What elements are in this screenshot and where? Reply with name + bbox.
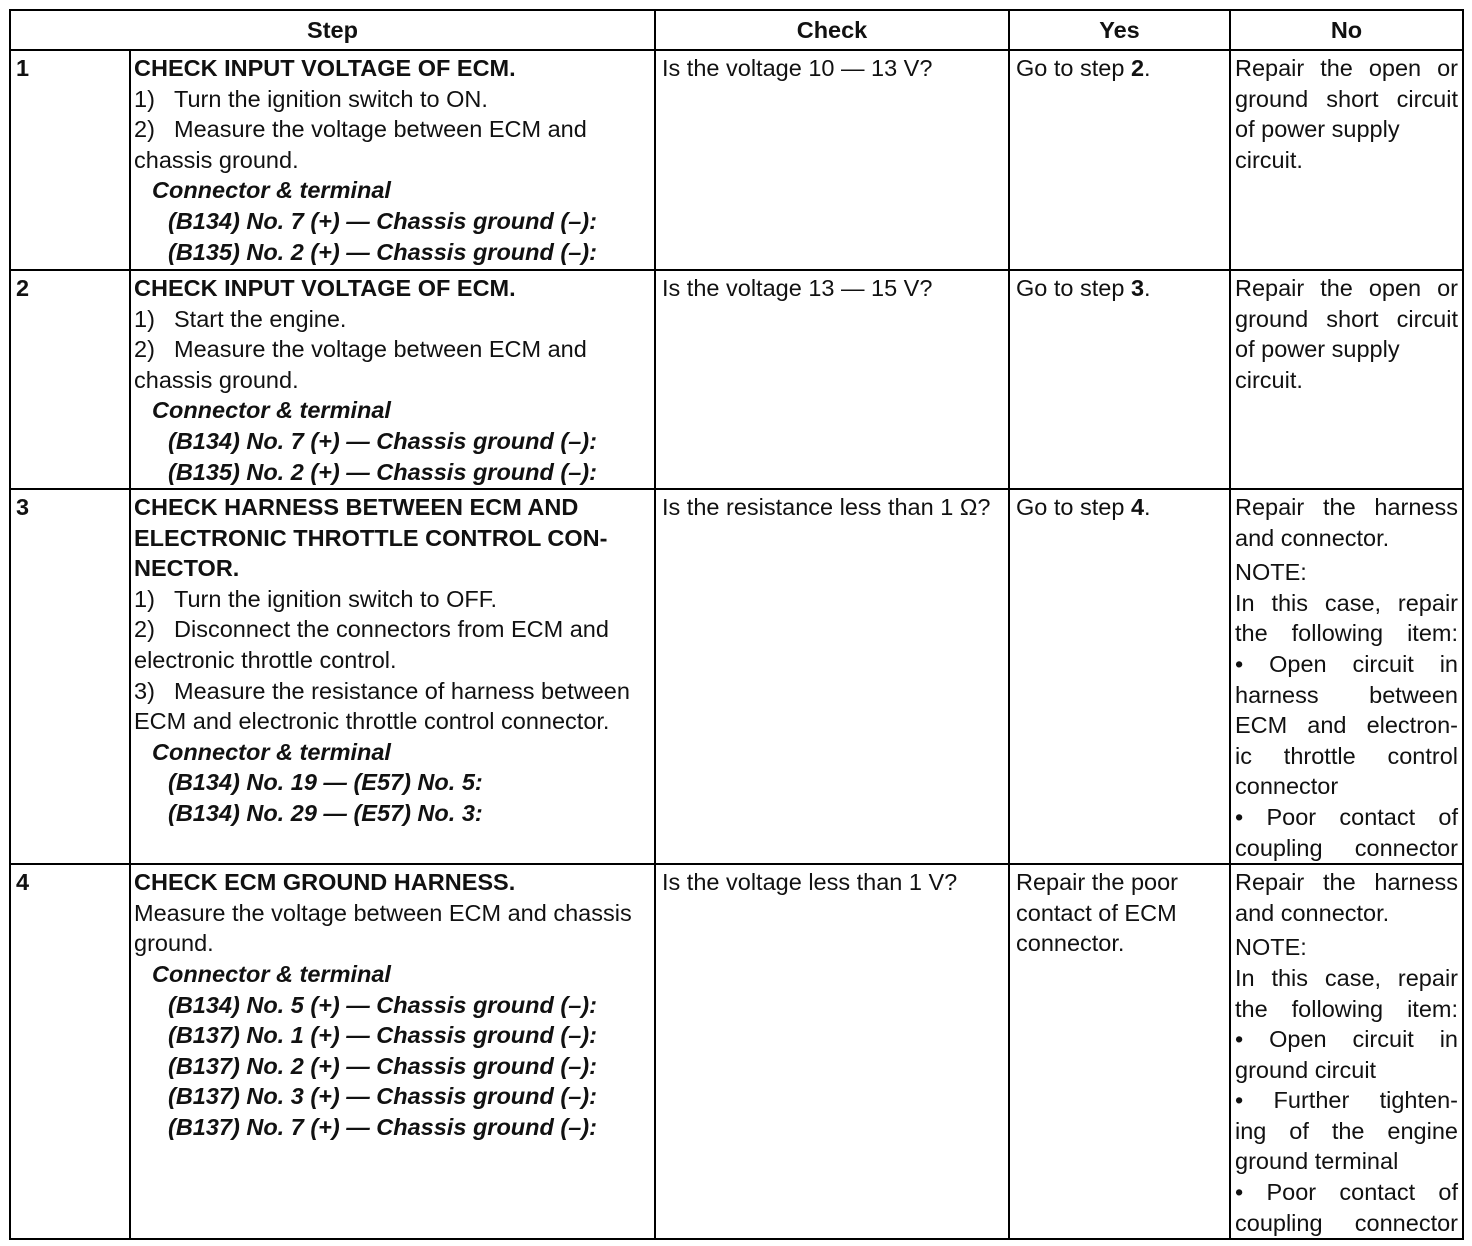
step-description [130,489,655,864]
connector-terminal: (B135) No. 2 (+) — Chassis ground (–): [168,458,597,485]
step-number: 1 [10,50,130,270]
instruction-continuation: ECM and electronic throttle control connector. [134,708,610,735]
step-number: 3 [10,489,130,864]
instruction: 1) Turn the ignition switch to ON. [134,85,488,112]
step-title: NECTOR. [134,555,240,582]
step-description [130,864,655,1239]
step-reference: 4 [1130,494,1145,520]
diagnostic-procedure-table [9,9,1464,1240]
step-title: CHECK INPUT VOLTAGE OF ECM. [134,55,516,81]
header-yes: Yes [1009,10,1230,50]
table-row [10,864,1463,1239]
no-cell: Repair the harness and connector. NOTE: In this case, repair the following item: • Open circuit in harness between ECM and electron- ic throttle control connector • Poor contact of coupling connector [1230,489,1463,864]
note-label: NOTE: [1235,934,1307,961]
connector-terminal: (B135) No. 2 (+) — Chassis ground (–): [168,238,597,265]
connector-terminal: (B134) No. 7 (+) — Chassis ground (–): [168,207,597,234]
connector-heading: Connector & terminal [152,177,391,204]
connector-terminal: (B134) No. 19 — (E57) No. 5: [168,769,483,796]
check-cell: Is the voltage 10 — 13 V? [655,50,1009,270]
connector-heading: Connector & terminal [152,397,391,424]
instruction: 2) Disconnect the connectors from ECM and [134,616,609,643]
check-cell: Is the resistance less than 1 Ω? [655,489,1009,864]
yes-cell: Go to step 2. [1009,50,1230,270]
table-row [10,489,1463,864]
connector-terminal: (B134) No. 29 — (E57) No. 3: [168,799,483,826]
step-description [130,270,655,489]
instruction: 1) Turn the ignition switch to OFF. [134,585,498,612]
connector-terminal: (B134) No. 5 (+) — Chassis ground (–): [168,991,597,1018]
instruction: 2) Measure the voltage between ECM and [134,116,587,143]
connector-terminal: (B137) No. 2 (+) — Chassis ground (–): [168,1052,597,1079]
step-title: CHECK ECM GROUND HARNESS. [134,869,516,896]
connector-terminal: (B134) No. 7 (+) — Chassis ground (–): [168,427,597,454]
step-title: CHECK INPUT VOLTAGE OF ECM. [134,275,516,301]
header-check: Check [655,10,1009,50]
step-title: ELECTRONIC THROTTLE CONTROL CON- [134,524,608,551]
connector-terminal: (B137) No. 3 (+) — Chassis ground (–): [168,1083,597,1110]
instruction-continuation: chassis ground. [134,366,299,393]
instruction: Measure the voltage between ECM and chassis [134,899,632,926]
check-cell: Is the voltage 13 — 15 V? [655,270,1009,489]
yes-cell: Go to step 4. [1009,489,1230,864]
header-step: Step [10,10,655,50]
header-no: No [1230,10,1463,50]
step-number: 4 [10,864,130,1239]
connector-terminal: (B137) No. 1 (+) — Chassis ground (–): [168,1022,597,1049]
step-description [130,50,655,270]
connector-terminal: (B137) No. 7 (+) — Chassis ground (–): [168,1113,597,1140]
step-number: 2 [10,270,130,489]
instruction: 3) Measure the resistance of harness between [134,677,630,704]
connector-heading: Connector & terminal [152,960,391,987]
step-reference: 3 [1130,275,1145,301]
step-reference: 2 [1130,55,1145,81]
instruction: 2) Measure the voltage between ECM and [134,336,587,363]
table-row [10,50,1463,270]
step-title: CHECK HARNESS BETWEEN ECM AND [134,494,579,520]
instruction-continuation: electronic throttle control. [134,646,397,673]
note-label: NOTE: [1235,559,1307,586]
instruction: 1) Start the engine. [134,305,347,332]
no-cell: Repair the harness and connector. NOTE: In this case, repair the following item: • Open circuit in ground circuit • Further tighten- ing of the engine ground terminal • Poor contact of coupling connector [1230,864,1463,1239]
check-cell: Is the voltage less than 1 V? [655,864,1009,1239]
yes-cell: Repair the poor contact of ECM connector. [1009,864,1230,1239]
header-row [10,10,1463,50]
instruction-continuation: chassis ground. [134,146,299,173]
no-cell: Repair the open or ground short circuit of power supply circuit. [1230,50,1463,270]
no-cell: Repair the open or ground short circuit of power supply circuit. [1230,270,1463,489]
table-row [10,270,1463,489]
connector-heading: Connector & terminal [152,738,391,765]
instruction-continuation: ground. [134,930,214,957]
yes-cell: Go to step 3. [1009,270,1230,489]
